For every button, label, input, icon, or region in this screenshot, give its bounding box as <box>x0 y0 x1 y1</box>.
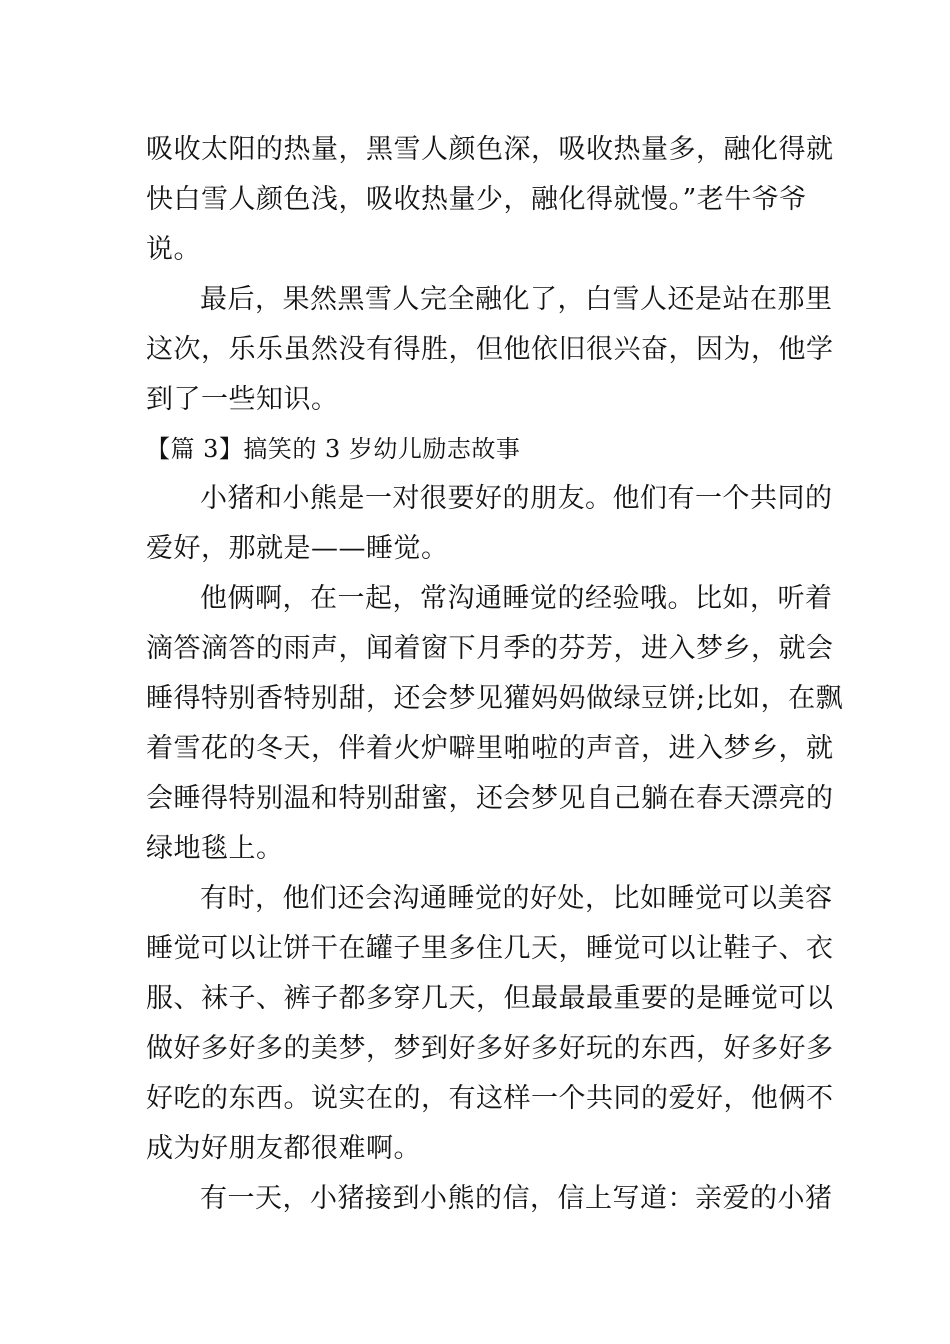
body-text-line: 滴答滴答的雨声，闻着窗下月季的芬芳，进入梦乡，就会 <box>146 633 834 664</box>
body-text-line: 有一天，小猪接到小熊的信，信上写道：亲爱的小猪 <box>200 1183 833 1214</box>
body-text-line: 爱好，那就是——睡觉。 <box>146 533 449 564</box>
body-text-line: 成为好朋友都很难啊。 <box>146 1133 421 1164</box>
body-text-line: 说。 <box>146 234 201 265</box>
body-text-line: 服、袜子、裤子都多穿几天，但最最最重要的是睡觉可以 <box>146 983 834 1014</box>
body-text-line: 做好多好多的美梦，梦到好多好多好玩的东西，好多好多 <box>146 1033 834 1064</box>
body-text-line: 这次，乐乐虽然没有得胜，但他依旧很兴奋，因为，他学 <box>146 334 834 365</box>
body-text-line: 小猪和小熊是一对很要好的朋友。他们有一个共同的 <box>200 483 833 514</box>
body-text-line: 到了一些知识。 <box>146 384 339 415</box>
body-text-line: 着雪花的冬天，伴着火炉噼里啪啦的声音，进入梦乡，就 <box>146 733 834 764</box>
body-text-line: 会睡得特别温和特别甜蜜，还会梦见自己躺在春天漂亮的 <box>146 783 834 814</box>
body-text-line: 睡觉可以让饼干在罐子里多住几天，睡觉可以让鞋子、衣 <box>146 933 834 964</box>
body-text-line: 有时，他们还会沟通睡觉的好处，比如睡觉可以美容 <box>200 883 833 914</box>
body-text-line: 绿地毯上。 <box>146 833 284 864</box>
body-text-line: 最后，果然黑雪人完全融化了，白雪人还是站在那里 <box>200 284 833 315</box>
body-text-line: 睡得特别香特别甜，还会梦见獾妈妈做绿豆饼;比如，在飘 <box>146 683 844 714</box>
body-text-line: 好吃的东西。说实在的，有这样一个共同的爱好，他俩不 <box>146 1083 834 1114</box>
body-text-line: 他俩啊，在一起，常沟通睡觉的经验哦。比如，听着 <box>200 583 833 614</box>
section-heading: 【篇 3】搞笑的 3 岁幼儿励志故事 <box>146 435 521 463</box>
body-text-line: 吸收太阳的热量，黑雪人颜色深，吸收热量多，融化得就 <box>146 134 834 165</box>
body-text-line: 快白雪人颜色浅，吸收热量少，融化得就慢。”老牛爷爷 <box>146 184 807 215</box>
